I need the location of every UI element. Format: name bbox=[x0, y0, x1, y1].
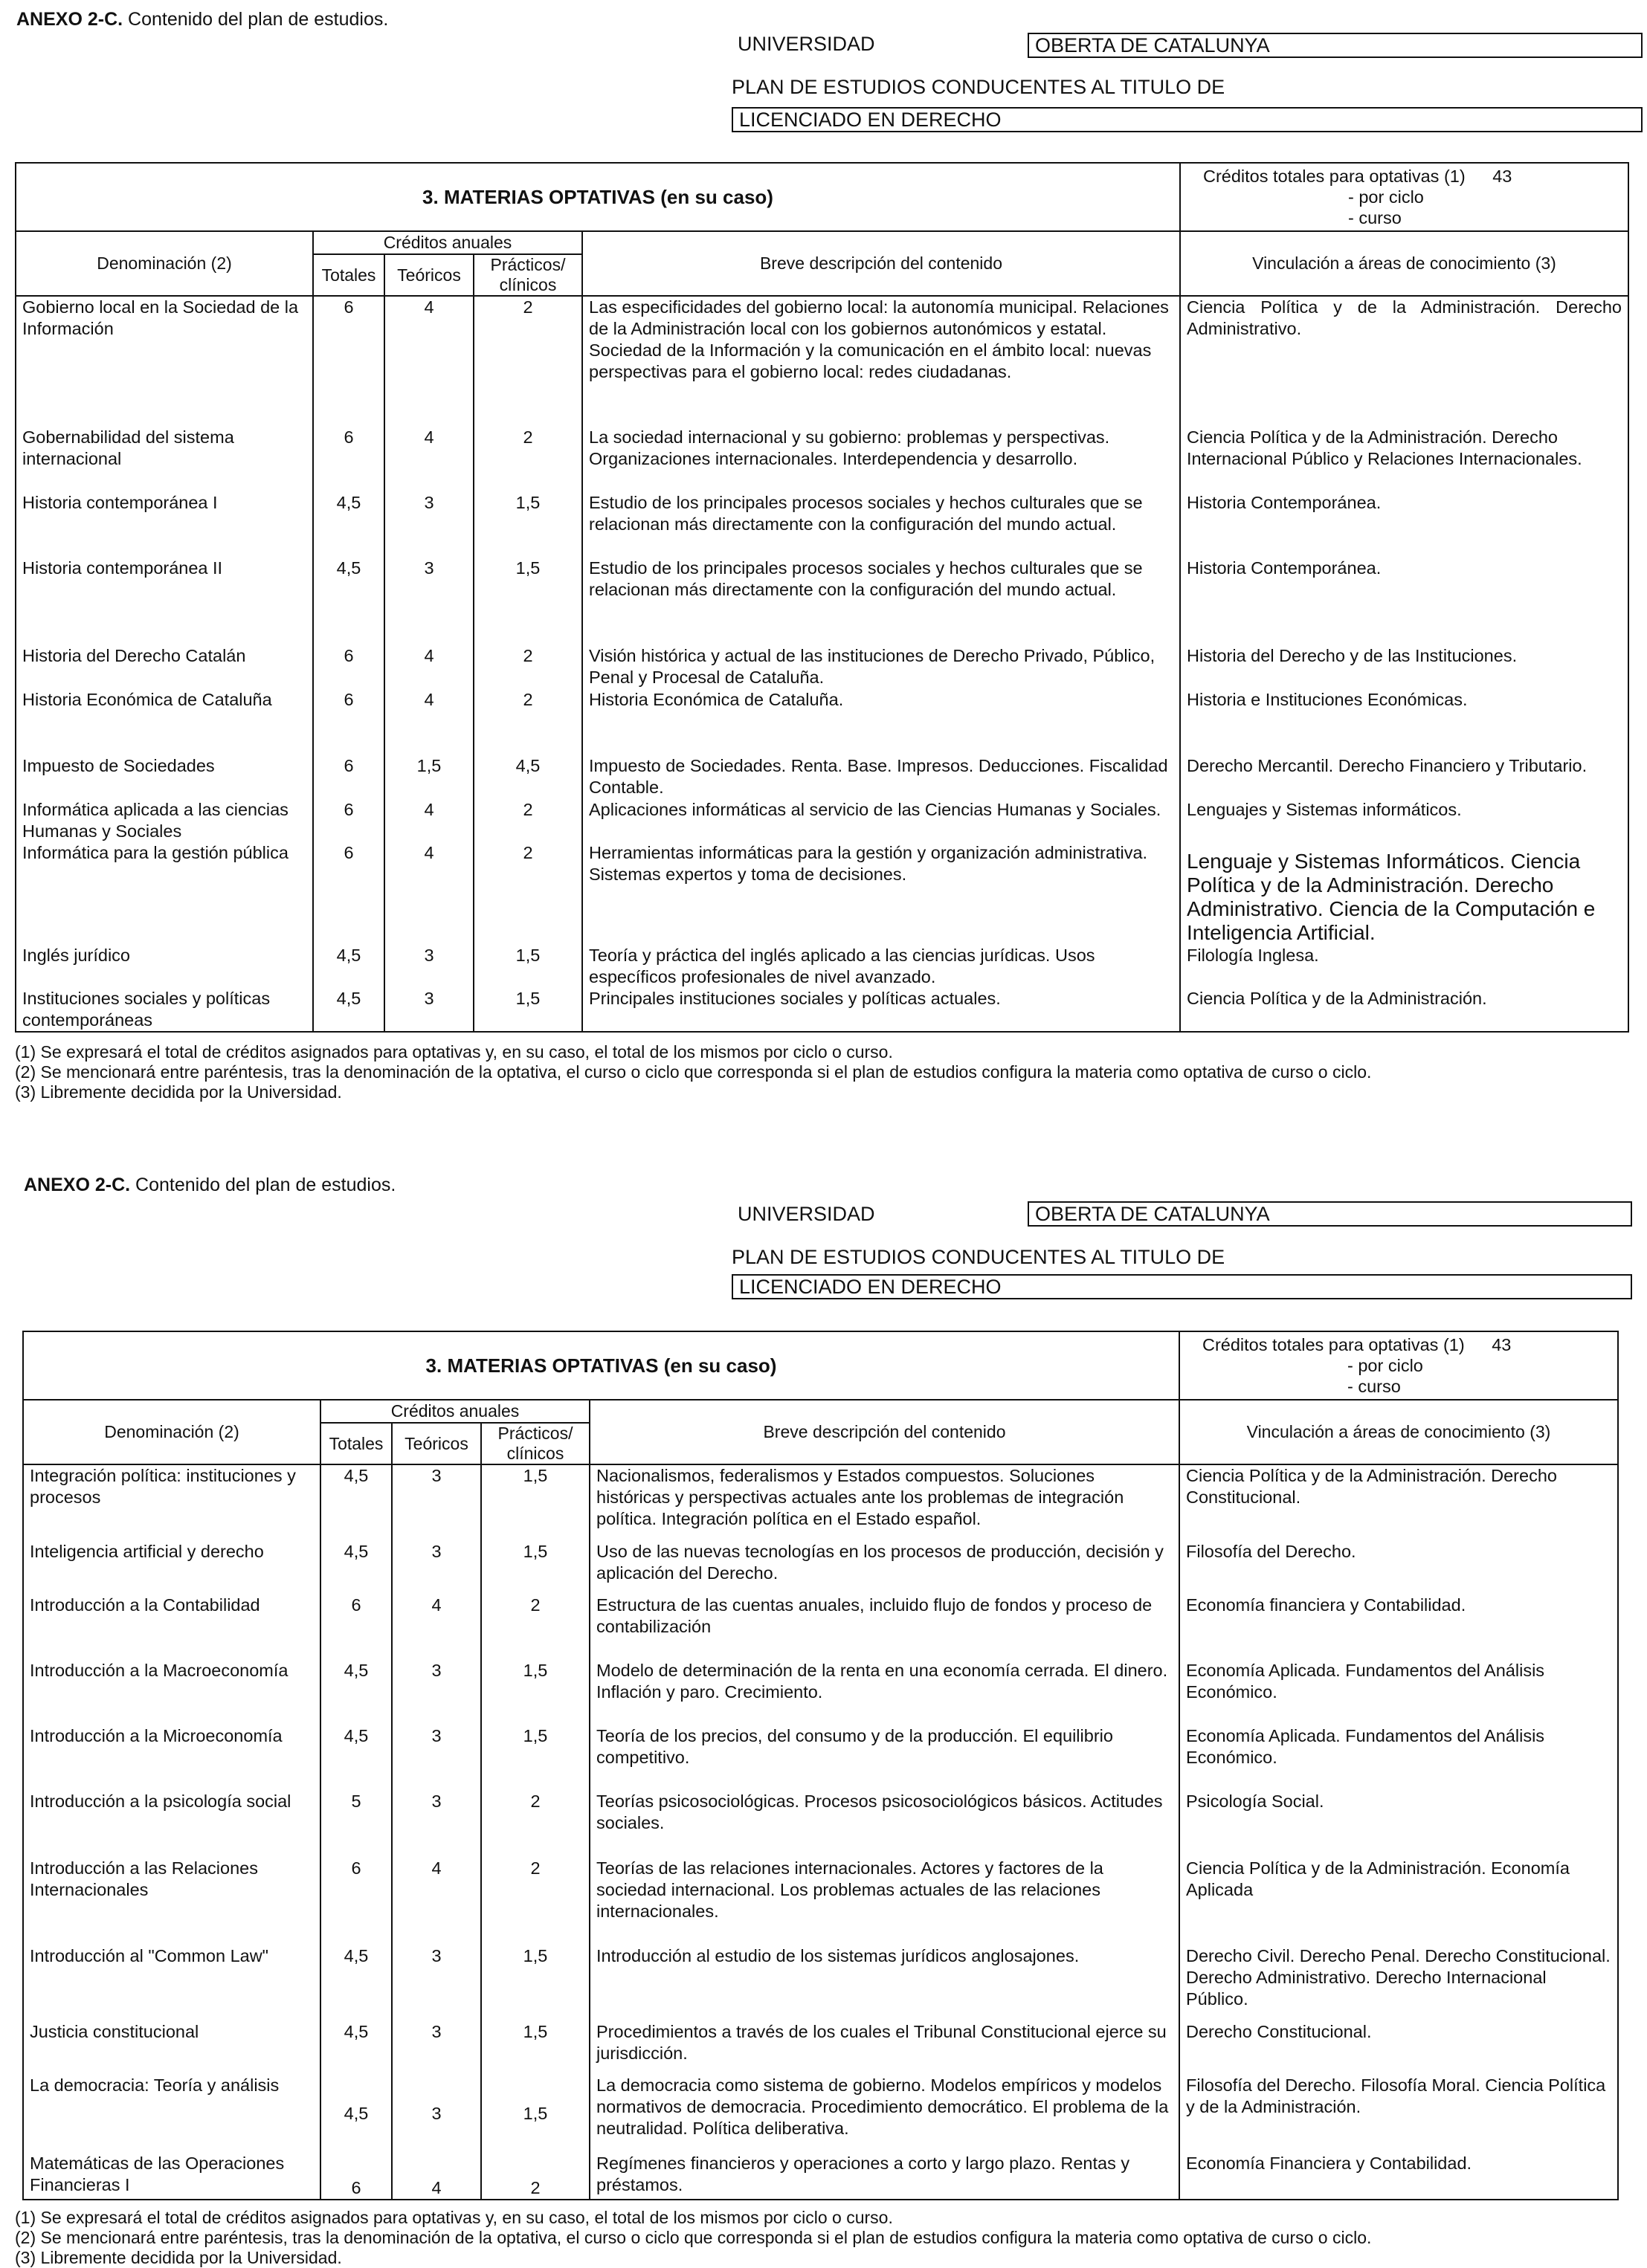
row-practicos: 2 bbox=[474, 689, 582, 755]
col-descripcion: Breve descripción del contenido bbox=[590, 1400, 1179, 1464]
row-descripcion: Regímenes financieros y operaciones a corto y largo plazo. Rentas y préstamos. bbox=[590, 2153, 1179, 2200]
anexo-label: ANEXO 2-C. bbox=[24, 1175, 131, 1195]
table-row bbox=[23, 1660, 1618, 1725]
row-vinculacion: Economía Aplicada. Fundamentos del Análisis Económico. bbox=[1179, 1725, 1618, 1791]
row-totales: 6 bbox=[313, 842, 384, 945]
row-totales: 4,5 bbox=[320, 1660, 392, 1725]
row-vinculacion: Ciencia Política y de la Administración. bbox=[1180, 988, 1628, 1032]
col-denominacion: Denominación (2) bbox=[23, 1400, 320, 1464]
page-2 bbox=[0, 1175, 1647, 2266]
table-row bbox=[23, 1858, 1618, 1945]
creditos-totales-label: Créditos totales para optativas (1) bbox=[1203, 167, 1466, 186]
row-denominacion: Introducción a la psicología social bbox=[23, 1791, 320, 1858]
row-totales: 6 bbox=[313, 645, 384, 689]
row-denominacion: Inteligencia artificial y derecho bbox=[23, 1541, 320, 1595]
row-practicos: 2 bbox=[481, 1858, 590, 1945]
row-vinculacion: Lenguajes y Sistemas informáticos. bbox=[1180, 799, 1628, 842]
footnotes bbox=[15, 1042, 1371, 1102]
creditos-totales-label: Créditos totales para optativas (1) bbox=[1202, 1335, 1465, 1354]
row-totales: 6 bbox=[313, 755, 384, 799]
row-vinculacion: Economía Aplicada. Fundamentos del Análisis Económico. bbox=[1179, 1660, 1618, 1725]
row-denominacion: Instituciones sociales y políticas contemporáneas bbox=[16, 988, 313, 1032]
row-denominacion: Introducción a la Contabilidad bbox=[23, 1595, 320, 1660]
row-teoricos: 4 bbox=[384, 427, 474, 492]
row-vinculacion: Ciencia Política y de la Administración. Derecho Constitucional. bbox=[1179, 1464, 1618, 1541]
row-totales: 6 bbox=[313, 799, 384, 842]
row-denominacion: Historia contemporánea II bbox=[16, 558, 313, 645]
col-teoricos: Teóricos bbox=[384, 254, 474, 296]
table-row bbox=[23, 1791, 1618, 1858]
row-descripcion: Impuesto de Sociedades. Renta. Base. Impresos. Deducciones. Fiscalidad Contable. bbox=[582, 755, 1180, 799]
col-totales: Totales bbox=[313, 254, 384, 296]
row-denominacion: Introducción a la Macroeconomía bbox=[23, 1660, 320, 1725]
table-row bbox=[23, 2075, 1618, 2153]
row-teoricos: 3 bbox=[384, 988, 474, 1032]
row-practicos: 1,5 bbox=[474, 558, 582, 645]
row-teoricos: 4 bbox=[384, 689, 474, 755]
row-vinculacion: Derecho Civil. Derecho Penal. Derecho Constitucional. Derecho Administrativo. Derecho Internacional Público. bbox=[1179, 1945, 1618, 2021]
row-practicos: 1,5 bbox=[481, 1541, 590, 1595]
col-descripcion: Breve descripción del contenido bbox=[582, 231, 1180, 296]
row-teoricos: 3 bbox=[392, 1660, 481, 1725]
row-descripcion: Nacionalismos, federalismos y Estados compuestos. Soluciones históricas y perspectivas actuales ante los problemas de integración política. Integración política en el Estado español. bbox=[590, 1464, 1179, 1541]
row-totales: 6 bbox=[320, 2153, 392, 2200]
table-row bbox=[23, 2153, 1618, 2200]
col-vinculacion: Vinculación a áreas de conocimiento (3) bbox=[1180, 231, 1628, 296]
row-teoricos: 3 bbox=[392, 1725, 481, 1791]
row-denominacion: Gobernabilidad del sistema internacional bbox=[16, 427, 313, 492]
row-denominacion: Historia del Derecho Catalán bbox=[16, 645, 313, 689]
row-descripcion: Estructura de las cuentas anuales, incluido flujo de fondos y proceso de contabilización bbox=[590, 1595, 1179, 1660]
materias-table bbox=[22, 1331, 1619, 2200]
table-row bbox=[16, 492, 1628, 558]
row-descripcion: Historia Económica de Cataluña. bbox=[582, 689, 1180, 755]
row-descripcion: Herramientas informáticas para la gestión y organización administrativa. Sistemas expertos y toma de decisiones. bbox=[582, 842, 1180, 945]
row-teoricos: 3 bbox=[392, 1541, 481, 1595]
creditos-totales-cell bbox=[1180, 163, 1628, 231]
universidad-label: UNIVERSIDAD bbox=[738, 1203, 875, 1225]
row-totales: 4,5 bbox=[313, 492, 384, 558]
row-totales: 6 bbox=[313, 689, 384, 755]
row-teoricos: 4 bbox=[384, 645, 474, 689]
col-practicos: Prácticos/ clínicos bbox=[481, 1423, 590, 1464]
row-vinculacion: Historia Contemporánea. bbox=[1180, 492, 1628, 558]
row-teoricos: 4 bbox=[384, 296, 474, 427]
row-teoricos: 4 bbox=[392, 1858, 481, 1945]
col-practicos: Prácticos/ clínicos bbox=[474, 254, 582, 296]
row-teoricos: 3 bbox=[392, 2021, 481, 2075]
table-row bbox=[23, 1945, 1618, 2021]
row-denominacion: Impuesto de Sociedades bbox=[16, 755, 313, 799]
row-denominacion: Inglés jurídico bbox=[16, 945, 313, 988]
row-totales: 4,5 bbox=[313, 558, 384, 645]
row-totales: 5 bbox=[320, 1791, 392, 1858]
row-totales: 4,5 bbox=[320, 1464, 392, 1541]
row-vinculacion: Filosofía del Derecho. bbox=[1179, 1541, 1618, 1595]
row-practicos: 1,5 bbox=[481, 1945, 590, 2021]
row-denominacion: Informática para la gestión pública bbox=[16, 842, 313, 945]
plan-value: LICENCIADO EN DERECHO bbox=[732, 107, 1643, 132]
row-practicos: 4,5 bbox=[474, 755, 582, 799]
row-practicos: 1,5 bbox=[481, 1660, 590, 1725]
row-vinculacion: Filosofía del Derecho. Filosofía Moral. Ciencia Política y de la Administración. bbox=[1179, 2075, 1618, 2153]
row-descripcion: Estudio de los principales procesos sociales y hechos culturales que se relacionan más directamente con la configuración del mundo actual. bbox=[582, 492, 1180, 558]
row-descripcion: Estudio de los principales procesos sociales y hechos culturales que se relacionan más directamente con la configuración del mundo actual. bbox=[582, 558, 1180, 645]
row-denominacion: Matemáticas de las Operaciones Financieras I bbox=[23, 2153, 320, 2200]
row-descripcion: Uso de las nuevas tecnologías en los procesos de producción, decisión y aplicación del Derecho. bbox=[590, 1541, 1179, 1595]
row-totales: 4,5 bbox=[313, 945, 384, 988]
row-denominacion: Informática aplicada a las ciencias Humanas y Sociales bbox=[16, 799, 313, 842]
row-vinculacion: Historia del Derecho y de las Instituciones. bbox=[1180, 645, 1628, 689]
row-vinculacion: Economía Financiera y Contabilidad. bbox=[1179, 2153, 1618, 2200]
por-ciclo: - por ciclo bbox=[1347, 1356, 1423, 1375]
row-denominacion: Introducción al "Common Law" bbox=[23, 1945, 320, 2021]
anexo-label: ANEXO 2-C. bbox=[16, 9, 123, 30]
row-totales: 4,5 bbox=[313, 988, 384, 1032]
row-denominacion: Introducción a la Microeconomía bbox=[23, 1725, 320, 1791]
row-descripcion: Teorías de las relaciones internacionales. Actores y factores de la sociedad internacional. Los problemas actuales de las relaciones internacionales. bbox=[590, 1858, 1179, 1945]
table-row bbox=[16, 645, 1628, 689]
table-row bbox=[23, 2021, 1618, 2075]
row-descripcion: Teoría de los precios, del consumo y de la producción. El equilibrio competitivo. bbox=[590, 1725, 1179, 1791]
row-totales: 4,5 bbox=[320, 1945, 392, 2021]
col-creditos-anuales: Créditos anuales bbox=[313, 231, 582, 254]
row-practicos: 1,5 bbox=[474, 988, 582, 1032]
row-totales: 6 bbox=[320, 1858, 392, 1945]
creditos-totales-cell bbox=[1179, 1331, 1618, 1400]
row-vinculacion: Historia e Instituciones Económicas. bbox=[1180, 689, 1628, 755]
table-row bbox=[16, 842, 1628, 945]
row-descripcion: Principales instituciones sociales y políticas actuales. bbox=[582, 988, 1180, 1032]
footnotes bbox=[15, 2208, 1371, 2268]
row-descripcion: Modelo de determinación de la renta en una economía cerrada. El dinero. Inflación y paro. Crecimiento. bbox=[590, 1660, 1179, 1725]
table-row bbox=[16, 427, 1628, 492]
row-practicos: 1,5 bbox=[481, 1725, 590, 1791]
creditos-totales-value: 43 bbox=[1492, 167, 1512, 186]
row-vinculacion: Ciencia Política y de la Administración. Economía Aplicada bbox=[1179, 1858, 1618, 1945]
row-descripcion: La sociedad internacional y su gobierno: problemas y perspectivas. Organizaciones internacionales. Interdependencia y desarrollo. bbox=[582, 427, 1180, 492]
row-vinculacion: Psicología Social. bbox=[1179, 1791, 1618, 1858]
row-denominacion: Integración política: instituciones y procesos bbox=[23, 1464, 320, 1541]
anexo-heading bbox=[24, 1175, 396, 1196]
row-teoricos: 3 bbox=[392, 1791, 481, 1858]
section-title: 3. MATERIAS OPTATIVAS (en su caso) bbox=[16, 163, 1180, 231]
table-row bbox=[23, 1725, 1618, 1791]
row-vinculacion: Ciencia Política y de la Administración. Derecho Administrativo. bbox=[1180, 296, 1628, 427]
row-vinculacion: Lenguaje y Sistemas Informáticos. Ciencia Política y de la Administración. Derecho Administrativo. Ciencia de la Computación e Inteligencia Artificial. bbox=[1180, 842, 1628, 945]
row-denominacion: Introducción a las Relaciones Internacionales bbox=[23, 1858, 320, 1945]
row-descripcion: La democracia como sistema de gobierno. Modelos empíricos y modelos normativos de democracia. Procedimiento democrático. El problema de la neutralidad. Política deliberativa. bbox=[590, 2075, 1179, 2153]
table-row bbox=[16, 296, 1628, 427]
row-vinculacion: Ciencia Política y de la Administración. Derecho Internacional Público y Relaciones Internacionales. bbox=[1180, 427, 1628, 492]
plan-label: PLAN DE ESTUDIOS CONDUCENTES AL TITULO DE bbox=[732, 76, 1225, 98]
curso: - curso bbox=[1348, 208, 1402, 227]
row-descripcion: Visión histórica y actual de las instituciones de Derecho Privado, Público, Penal y Procesal de Cataluña. bbox=[582, 645, 1180, 689]
row-practicos: 2 bbox=[481, 2153, 590, 2200]
col-totales: Totales bbox=[320, 1423, 392, 1464]
row-practicos: 1,5 bbox=[474, 492, 582, 558]
row-descripcion: Teoría y práctica del inglés aplicado a las ciencias jurídicas. Usos específicos profesionales de nivel avanzado. bbox=[582, 945, 1180, 988]
footnote-2: (2) Se mencionará entre paréntesis, tras la denominación de la optativa, el curso o ciclo que corresponda si el plan de estudios configura la materia como optativa de curso o ciclo. bbox=[15, 2228, 1372, 2247]
plan-value: LICENCIADO EN DERECHO bbox=[732, 1274, 1632, 1299]
row-teoricos: 3 bbox=[392, 1945, 481, 2021]
row-totales: 6 bbox=[320, 1595, 392, 1660]
table-row bbox=[16, 988, 1628, 1032]
col-creditos-anuales: Créditos anuales bbox=[320, 1400, 590, 1423]
row-totales: 4,5 bbox=[320, 2075, 392, 2153]
row-teoricos: 1,5 bbox=[384, 755, 474, 799]
row-denominacion: Gobierno local en la Sociedad de la Información bbox=[16, 296, 313, 427]
row-totales: 4,5 bbox=[320, 2021, 392, 2075]
row-descripcion: Procedimientos a través de los cuales el Tribunal Constitucional ejerce su jurisdicción. bbox=[590, 2021, 1179, 2075]
table-row bbox=[23, 1464, 1618, 1541]
row-totales: 6 bbox=[313, 427, 384, 492]
creditos-totales-line bbox=[1202, 1334, 1611, 1355]
row-teoricos: 4 bbox=[392, 2153, 481, 2200]
col-teoricos: Teóricos bbox=[392, 1423, 481, 1464]
universidad-value: OBERTA DE CATALUNYA bbox=[1028, 33, 1643, 58]
table-row bbox=[23, 1595, 1618, 1660]
col-denominacion: Denominación (2) bbox=[16, 231, 313, 296]
page-1 bbox=[0, 0, 1647, 1130]
row-totales: 4,5 bbox=[320, 1725, 392, 1791]
row-denominacion: Historia Económica de Cataluña bbox=[16, 689, 313, 755]
row-denominacion: La democracia: Teoría y análisis bbox=[23, 2075, 320, 2153]
row-teoricos: 3 bbox=[384, 492, 474, 558]
plan-label: PLAN DE ESTUDIOS CONDUCENTES AL TITULO DE bbox=[732, 1246, 1225, 1268]
row-teoricos: 3 bbox=[392, 2075, 481, 2153]
row-practicos: 2 bbox=[474, 296, 582, 427]
universidad-value: OBERTA DE CATALUNYA bbox=[1028, 1201, 1632, 1227]
row-teoricos: 4 bbox=[384, 842, 474, 945]
row-denominacion: Justicia constitucional bbox=[23, 2021, 320, 2075]
row-totales: 4,5 bbox=[320, 1541, 392, 1595]
table-row bbox=[16, 945, 1628, 988]
row-practicos: 1,5 bbox=[481, 2021, 590, 2075]
section-title: 3. MATERIAS OPTATIVAS (en su caso) bbox=[23, 1331, 1179, 1400]
creditos-totales-value: 43 bbox=[1492, 1335, 1512, 1354]
row-descripcion: Introducción al estudio de los sistemas jurídicos anglosajones. bbox=[590, 1945, 1179, 2021]
footnote-3: (3) Libremente decidida por la Universidad. bbox=[15, 2248, 342, 2267]
row-vinculacion: Derecho Mercantil. Derecho Financiero y Tributario. bbox=[1180, 755, 1628, 799]
materias-table bbox=[15, 162, 1629, 1033]
table-row bbox=[16, 755, 1628, 799]
row-denominacion: Historia contemporánea I bbox=[16, 492, 313, 558]
row-practicos: 2 bbox=[474, 799, 582, 842]
por-ciclo: - por ciclo bbox=[1348, 187, 1424, 207]
col-vinculacion: Vinculación a áreas de conocimiento (3) bbox=[1179, 1400, 1618, 1464]
row-totales: 6 bbox=[313, 296, 384, 427]
row-descripcion: Teorías psicosociológicas. Procesos psicosociológicos básicos. Actitudes sociales. bbox=[590, 1791, 1179, 1858]
row-practicos: 2 bbox=[481, 1595, 590, 1660]
table-row bbox=[16, 799, 1628, 842]
table-row bbox=[16, 689, 1628, 755]
table-row bbox=[23, 1541, 1618, 1595]
curso: - curso bbox=[1347, 1377, 1401, 1396]
universidad-label: UNIVERSIDAD bbox=[738, 33, 875, 55]
row-vinculacion: Historia Contemporánea. bbox=[1180, 558, 1628, 645]
row-descripcion: Las especificidades del gobierno local: la autonomía municipal. Relaciones de la Administración local con los gobiernos autonómicos y estatal. Sociedad de la Información y la comunicación en el ámbito local: nuevas perspectivas para el gobierno local: redes ciudadanas. bbox=[582, 296, 1180, 427]
row-teoricos: 3 bbox=[392, 1464, 481, 1541]
table-row bbox=[16, 558, 1628, 645]
row-teoricos: 3 bbox=[384, 945, 474, 988]
row-practicos: 1,5 bbox=[481, 1464, 590, 1541]
row-teoricos: 4 bbox=[392, 1595, 481, 1660]
row-descripcion: Aplicaciones informáticas al servicio de las Ciencias Humanas y Sociales. bbox=[582, 799, 1180, 842]
row-practicos: 1,5 bbox=[481, 2075, 590, 2153]
footnote-1: (1) Se expresará el total de créditos asignados para optativas y, en su caso, el total de los mismos por ciclo o curso. bbox=[15, 2208, 893, 2227]
row-teoricos: 3 bbox=[384, 558, 474, 645]
row-vinculacion: Derecho Constitucional. bbox=[1179, 2021, 1618, 2075]
creditos-totales-line bbox=[1203, 166, 1622, 187]
anexo-text: Contenido del plan de estudios. bbox=[128, 9, 389, 30]
row-vinculacion: Economía financiera y Contabilidad. bbox=[1179, 1595, 1618, 1660]
anexo-text: Contenido del plan de estudios. bbox=[135, 1175, 396, 1195]
anexo-heading bbox=[16, 9, 388, 30]
row-vinculacion: Filología Inglesa. bbox=[1180, 945, 1628, 988]
row-practicos: 2 bbox=[474, 645, 582, 689]
footnote-2: (2) Se mencionará entre paréntesis, tras la denominación de la optativa, el curso o ciclo que corresponda si el plan de estudios configura la materia como optativa de curso o ciclo. bbox=[15, 1062, 1372, 1082]
row-teoricos: 4 bbox=[384, 799, 474, 842]
row-practicos: 1,5 bbox=[474, 945, 582, 988]
row-practicos: 2 bbox=[474, 842, 582, 945]
row-practicos: 2 bbox=[481, 1791, 590, 1858]
row-practicos: 2 bbox=[474, 427, 582, 492]
footnote-1: (1) Se expresará el total de créditos asignados para optativas y, en su caso, el total de los mismos por ciclo o curso. bbox=[15, 1042, 893, 1062]
footnote-3: (3) Libremente decidida por la Universidad. bbox=[15, 1082, 342, 1102]
